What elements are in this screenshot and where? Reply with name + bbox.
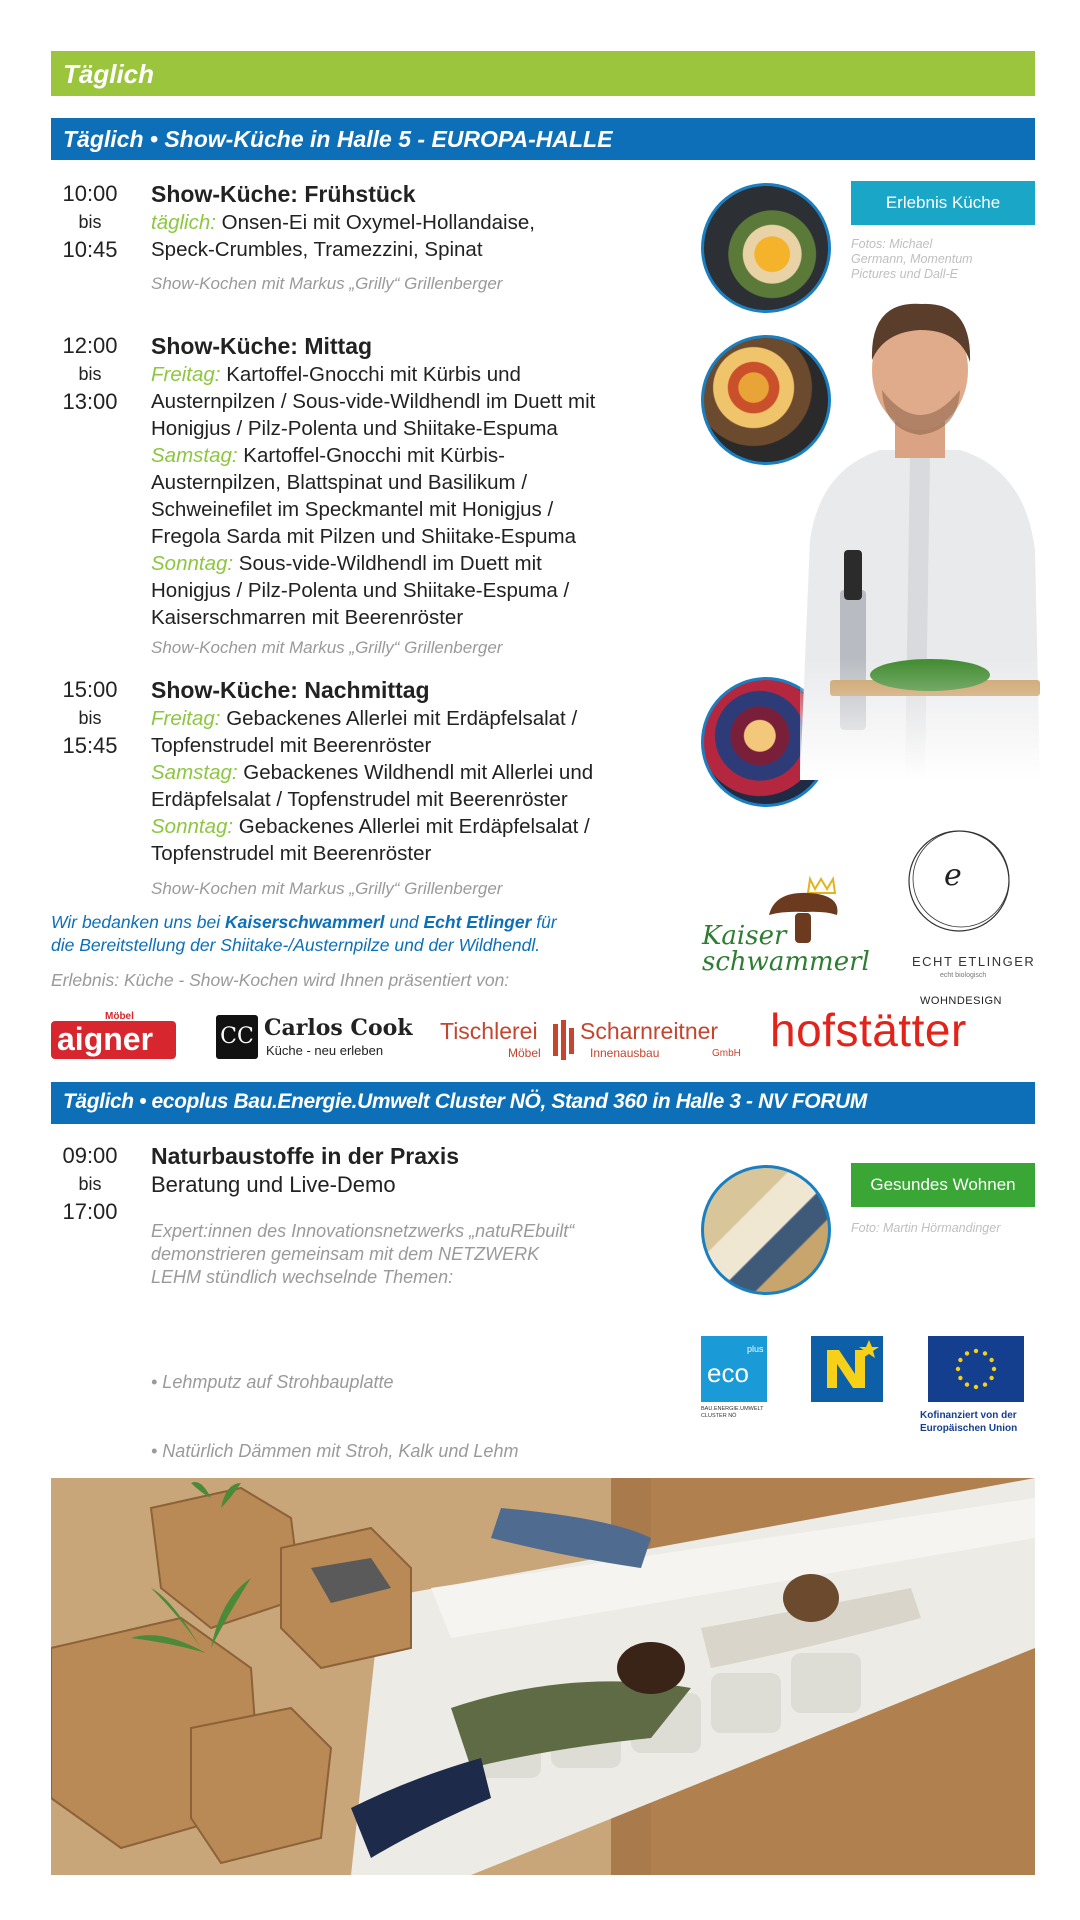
day-label: Sonntag: (151, 552, 234, 575)
desc-line (151, 550, 595, 577)
etlinger-letter: e (944, 858, 962, 893)
event1-time (51, 180, 129, 264)
living-room-photo (51, 1478, 1035, 1875)
note-line: demonstrieren gemeinsam mit dem NETZWERK (151, 1244, 540, 1264)
carlos-cook-name: Carlos Cook (264, 1015, 413, 1041)
header-title: Täglich (63, 59, 155, 89)
section2-subtitle: Beratung und Live-Demo (151, 1172, 396, 1197)
scharnreitner-word: Scharnreitner (580, 1018, 719, 1044)
section2-bis: bis (78, 1174, 102, 1194)
event3-desc (151, 705, 593, 867)
carlos-cook-logo (216, 1015, 413, 1061)
echt-etlinger-logo (898, 826, 1038, 986)
scharnreitner-gmbh: GmbH (712, 1048, 741, 1059)
desc-line (151, 442, 595, 469)
kaiserschwammerl-wordmark (702, 923, 870, 975)
line-text: Speck-Crumbles, Tramezzini, Spinat (151, 238, 483, 261)
desc-line (151, 236, 535, 263)
desc-line (151, 840, 593, 867)
section1-bar (51, 118, 1035, 160)
header-bar (51, 51, 1035, 96)
thanks-brand-kaiser: Kaiserschwammerl (224, 912, 385, 932)
line-text: Honigjus / Pilz-Polenta und Shiitake-Espuma / (151, 579, 570, 602)
desc-line (151, 577, 595, 604)
section2-end: 17:00 (62, 1199, 118, 1224)
day-label: Sonntag: (151, 815, 234, 838)
event3-end: 15:45 (62, 733, 118, 758)
eu-flag-logo (928, 1336, 1024, 1402)
line-text: Austernpilzen / Sous-vide-Wildhendl im Duett mit (151, 390, 596, 413)
line-text: Onsen-Ei mit Oxymel-Hollandaise, (215, 211, 535, 234)
event1-desc (151, 209, 535, 263)
line-text: Kartoffel-Gnocchi mit Kürbis und (220, 363, 521, 386)
line-text: Gebackenes Allerlei mit Erdäpfelsalat / (220, 707, 578, 730)
carlos-cook-sub: Küche - neu erleben (266, 1043, 384, 1058)
scharnreitner-bars-icon (552, 1020, 576, 1060)
note-line: Expert:innen des Innovationsnetzwerks „natuREbuilt“ (151, 1221, 575, 1241)
niederoesterreich-logo (811, 1336, 883, 1402)
line-text: Kaiserschmarren mit Beerenröster (151, 606, 464, 629)
aigner-name: aigner (57, 1021, 154, 1057)
event2-desc (151, 361, 595, 631)
naturbaustoffe-photo (701, 1165, 831, 1295)
tag-erlebnis-kueche: Erlebnis Küche (851, 181, 1035, 225)
tischlerei-word: Tischlerei (440, 1018, 538, 1044)
ecoplus-plus: plus (747, 1344, 764, 1354)
presented-by: Erlebnis: Küche - Show-Kochen wird Ihnen präsentiert von: (51, 970, 510, 990)
hofstaetter-logo (770, 995, 1035, 1065)
event1-end: 10:45 (62, 237, 118, 262)
event1-start: 10:00 (62, 181, 118, 206)
section2-title: Naturbaustoffe in der Praxis (151, 1143, 460, 1169)
eu-caption-line: Europäischen Union (920, 1423, 1018, 1434)
desc-line (151, 209, 535, 236)
section2-time (51, 1142, 129, 1226)
photo-credit-1 (851, 237, 973, 282)
etlinger-name: ECHT ETLINGER (912, 954, 1036, 969)
line-text: Gebackenes Wildhendl mit Allerlei und (237, 761, 594, 784)
kaiser-word: Kaiser (702, 921, 787, 951)
tischlerei-moebel: Möbel (508, 1046, 541, 1060)
desc-line (151, 786, 593, 813)
aigner-logo (51, 1011, 176, 1059)
desc-line (151, 415, 595, 442)
desc-line (151, 496, 595, 523)
event2-bis: bis (78, 364, 102, 384)
event2-end: 13:00 (62, 389, 118, 414)
desc-line (151, 813, 593, 840)
ecoplus-logo (701, 1336, 771, 1426)
section2-note (151, 1220, 574, 1289)
event3-bis: bis (78, 708, 102, 728)
chef-photo (800, 290, 1040, 780)
thanks-mid: und (384, 912, 424, 932)
line-text: Schweinefilet im Speckmantel mit Honigjus / (151, 498, 554, 521)
kaiserschwammerl-logo (700, 875, 870, 985)
thanks-brand-etlinger: Echt Etlinger (423, 912, 532, 932)
hofstaetter-name: hofstätter (770, 1004, 967, 1056)
thanks-prefix: Wir bedanken uns bei (51, 912, 225, 932)
desc-line (151, 388, 595, 415)
event2-title: Show-Küche: Mittag (151, 333, 373, 359)
credit-line: Germann, Momentum (851, 252, 973, 266)
section1-bar-label: Täglich • Show-Küche in Halle 5 - EUROPA-HALLE (63, 126, 613, 152)
desc-line (151, 732, 593, 759)
line-text: Gebackenes Allerlei mit Erdäpfelsalat / (233, 815, 590, 838)
desc-line (151, 705, 593, 732)
event2-start: 12:00 (62, 333, 118, 358)
hofstaetter-wohndesign: WOHNDESIGN (920, 995, 1002, 1007)
day-label: Samstag: (151, 444, 238, 467)
section2-start: 09:00 (62, 1143, 118, 1168)
line-text: Fregola Sarda mit Pilzen und Shiitake-Espuma (151, 525, 577, 548)
photo-credit-2: Foto: Martin Hörmandinger (851, 1221, 1001, 1235)
section2-bar-label: Täglich • ecoplus Bau.Energie.Umwelt Cluster NÖ, Stand 360 in Halle 3 - NV FORUM (63, 1090, 867, 1113)
thanks-line-2: die Bereitstellung der Shiitake-/Austernpilze und der Wildhendl. (51, 935, 541, 955)
ecoplus-caption: BAU.ENERGIE.UMWELT CLUSTER NÖ (701, 1406, 764, 1419)
bullet-item: • Lehmputz auf Strohbauplatte (151, 1372, 394, 1392)
day-label: Samstag: (151, 761, 238, 784)
line-text: Honigjus / Pilz-Polenta und Shiitake-Espuma (151, 417, 558, 440)
line-text: Sous-vide-Wildhendl im Duett mit (233, 552, 542, 575)
credit-line: Pictures und Dall-E (851, 267, 958, 281)
line-text: Topfenstrudel mit Beerenröster (151, 734, 432, 757)
line-text: Erdäpfelsalat / Topfenstrudel mit Beerenröster (151, 788, 568, 811)
day-label: Freitag: (151, 363, 221, 386)
schwammerl-word: schwammerl (702, 947, 870, 977)
desc-line (151, 469, 595, 496)
credit-line: Fotos: Michael (851, 237, 933, 251)
event3-title: Show-Küche: Nachmittag (151, 677, 430, 703)
eu-caption-line: Kofinanziert von der (920, 1410, 1017, 1421)
event1-title: Show-Küche: Frühstück (151, 181, 416, 207)
desc-line (151, 361, 595, 388)
thanks-text (51, 911, 557, 957)
day-label: Freitag: (151, 707, 221, 730)
section2-bar (51, 1082, 1035, 1124)
day-label: täglich: (151, 211, 216, 234)
line-text: Kartoffel-Gnocchi mit Kürbis- (237, 444, 505, 467)
desc-line (151, 759, 593, 786)
line-text: Austernpilzen, Blattspinat und Basilikum / (151, 471, 528, 494)
event1-note: Show-Kochen mit Markus „Grilly“ Grillenberger (151, 274, 503, 293)
eu-caption (920, 1409, 1035, 1435)
desc-line (151, 523, 595, 550)
tag-gesundes-wohnen: Gesundes Wohnen (851, 1163, 1035, 1207)
tischlerei-scharnreitner-logo (440, 1018, 750, 1064)
scharnreitner-innenausbau: Innenausbau (590, 1046, 660, 1060)
carlos-cook-monogram: CC (216, 1015, 258, 1059)
etlinger-sub: echt biologisch (940, 972, 987, 979)
thanks-suffix: für (531, 912, 557, 932)
event2-time (51, 332, 129, 416)
bullet-item: • Natürlich Dämmen mit Stroh, Kalk und Lehm (151, 1441, 519, 1461)
ecoplus-eco: eco (707, 1358, 749, 1388)
event2-note: Show-Kochen mit Markus „Grilly“ Grillenberger (151, 638, 503, 657)
aigner-small: Möbel (105, 1011, 134, 1022)
event3-start: 15:00 (62, 677, 118, 702)
desc-line (151, 604, 595, 631)
thanks-line-1 (51, 911, 557, 934)
note-line: LEHM stündlich wechselnde Themen: (151, 1267, 454, 1287)
event3-time (51, 676, 129, 760)
line-text: Topfenstrudel mit Beerenröster (151, 842, 432, 865)
event3-note: Show-Kochen mit Markus „Grilly“ Grillenberger (151, 879, 503, 898)
event1-bis: bis (78, 212, 102, 232)
